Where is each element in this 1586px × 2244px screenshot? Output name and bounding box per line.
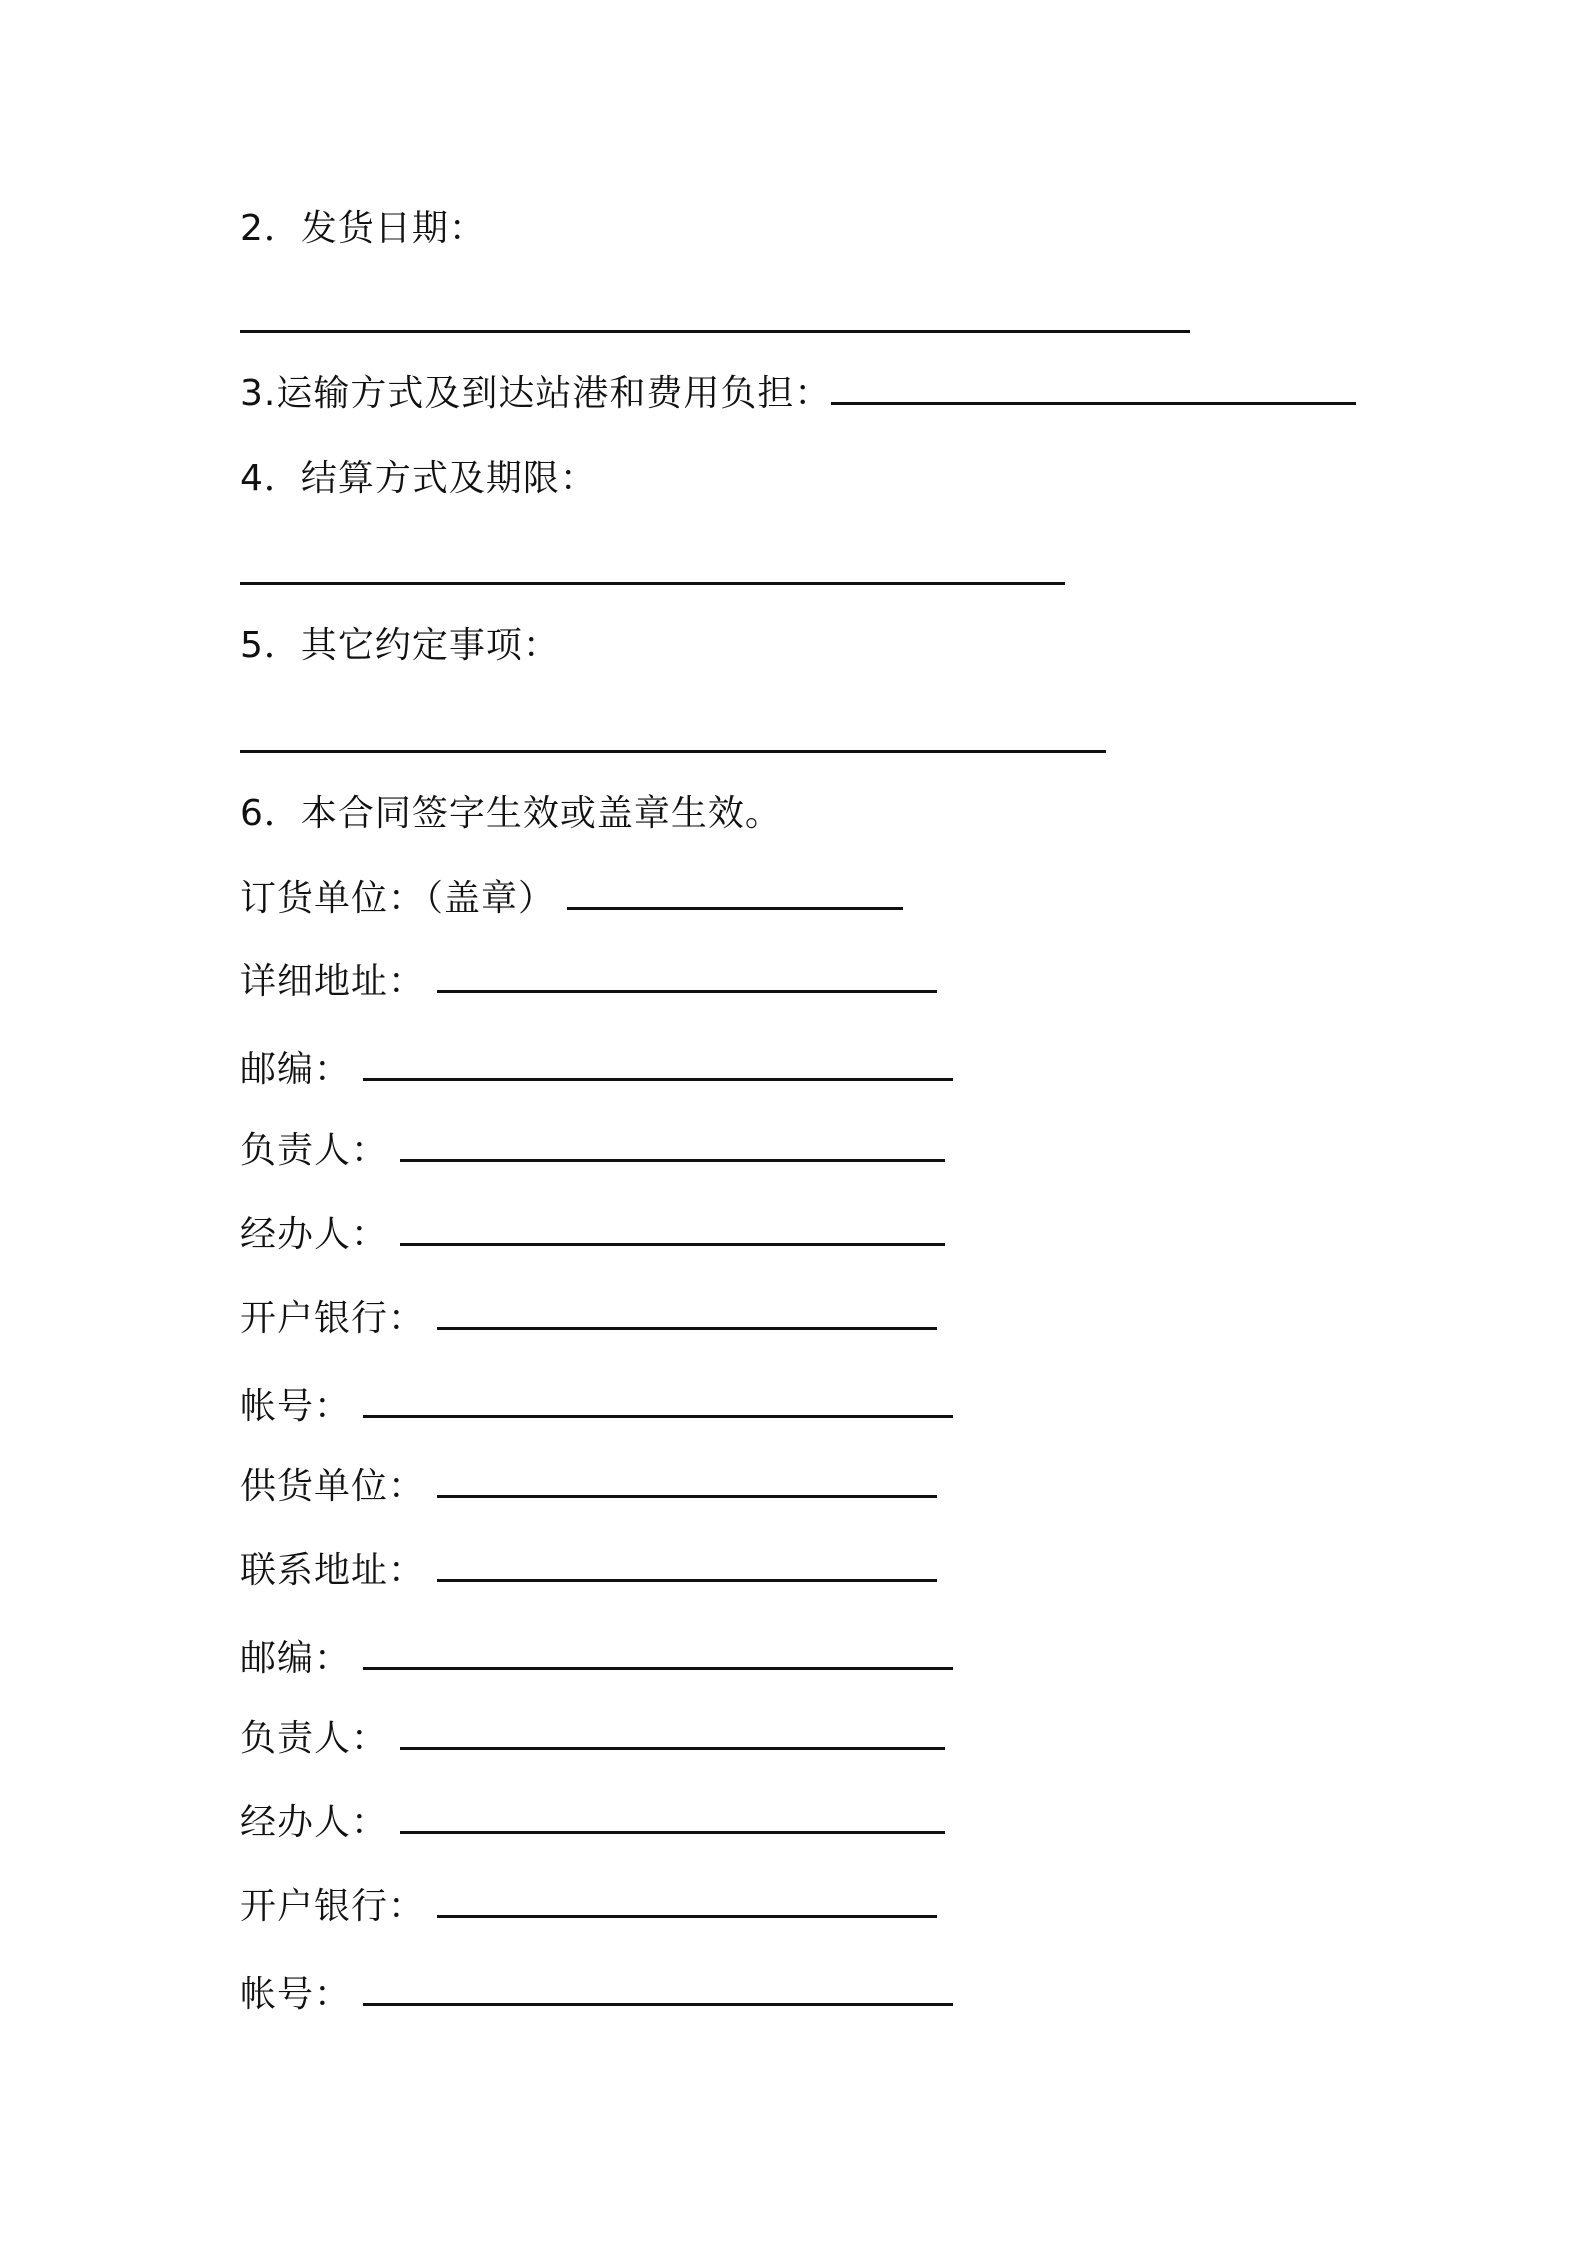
buyer-agent-label: 经办人： <box>240 1214 389 1255</box>
supplier-postcode-row <box>240 1635 953 1683</box>
buyer-bank-row <box>240 1295 937 1343</box>
supplier-agent-label: 经办人： <box>240 1802 389 1843</box>
supplier-postcode-label: 邮编： <box>240 1638 352 1679</box>
supplier-agent-row <box>240 1799 945 1847</box>
buyer-bank-label: 开户银行： <box>240 1298 426 1339</box>
effect-clause: 6．本合同签字生效或盖章生效。 <box>240 793 782 834</box>
supplier-bank-label: 开户银行： <box>240 1886 426 1927</box>
buyer-account-row <box>240 1383 953 1431</box>
settlement-row <box>240 455 597 503</box>
supplier-agent-field[interactable] <box>400 1801 945 1834</box>
buyer-postcode-row <box>240 1046 953 1094</box>
other-matters-field[interactable] <box>240 750 1106 753</box>
buyer-agent-field[interactable] <box>400 1213 945 1246</box>
transport-label: 3.运输方式及到达站港和费用负担： <box>240 373 832 414</box>
delivery-date-field[interactable] <box>240 330 1190 333</box>
buyer-agent-row <box>240 1211 945 1259</box>
supplier-account-row <box>240 1971 953 2019</box>
supplier-address-row <box>240 1547 937 1595</box>
settlement-field[interactable] <box>240 582 1065 585</box>
buyer-address-row <box>240 958 937 1006</box>
buyer-address-label: 详细地址： <box>240 961 426 1002</box>
buyer-address-field[interactable] <box>437 960 937 993</box>
supplier-principal-field[interactable] <box>400 1717 945 1750</box>
supplier-principal-row <box>240 1715 945 1763</box>
settlement-label: 4．结算方式及期限： <box>240 458 597 499</box>
delivery-date-row <box>240 205 486 253</box>
supplier-unit-field[interactable] <box>437 1465 937 1498</box>
supplier-bank-field[interactable] <box>437 1885 937 1918</box>
supplier-bank-row <box>240 1883 937 1931</box>
supplier-account-field[interactable] <box>363 1973 953 2006</box>
supplier-postcode-field[interactable] <box>363 1637 953 1670</box>
buyer-principal-row <box>240 1127 945 1175</box>
supplier-address-label: 联系地址： <box>240 1550 426 1591</box>
buyer-bank-field[interactable] <box>437 1297 937 1330</box>
supplier-principal-label: 负责人： <box>240 1718 389 1759</box>
buyer-account-label: 帐号： <box>240 1386 352 1427</box>
effect-clause-row <box>240 790 782 838</box>
buyer-postcode-label: 邮编： <box>240 1049 352 1090</box>
transport-row <box>240 370 1356 418</box>
buyer-unit-row <box>240 875 903 923</box>
transport-field[interactable] <box>831 372 1356 405</box>
buyer-unit-label: 订货单位：（盖章） <box>240 878 556 919</box>
other-matters-row <box>240 622 560 670</box>
buyer-account-field[interactable] <box>363 1385 953 1418</box>
buyer-principal-label: 负责人： <box>240 1130 389 1171</box>
supplier-address-field[interactable] <box>437 1549 937 1582</box>
supplier-unit-row <box>240 1463 937 1511</box>
supplier-unit-label: 供货单位： <box>240 1466 426 1507</box>
supplier-account-label: 帐号： <box>240 1974 352 2015</box>
delivery-date-label: 2．发货日期： <box>240 208 486 249</box>
other-matters-label: 5．其它约定事项： <box>240 625 560 666</box>
buyer-unit-field[interactable] <box>567 877 903 910</box>
buyer-principal-field[interactable] <box>400 1129 945 1162</box>
buyer-postcode-field[interactable] <box>363 1048 953 1081</box>
